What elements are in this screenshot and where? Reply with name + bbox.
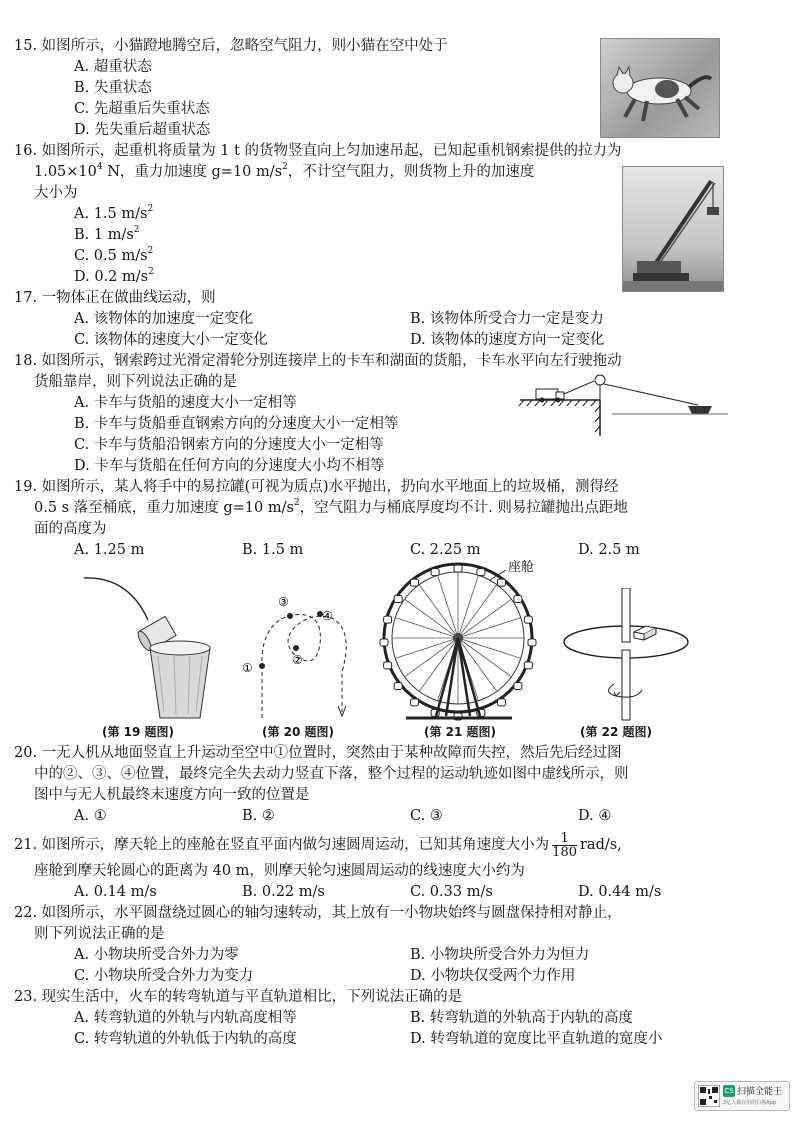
- fig19-caption: (第 19 题图): [102, 725, 175, 739]
- q16-stem-line3: 大小为: [34, 185, 78, 201]
- q15-option-b: B. 失重状态: [74, 80, 152, 96]
- wheel-spoke: [438, 575, 458, 638]
- qr-code-icon: [698, 1085, 720, 1107]
- q19-option-b: B. 1.5 m: [242, 542, 304, 558]
- q17-option-d: D. 该物体的速度方向一定变化: [410, 332, 605, 348]
- badge-subtitle: 3亿人都在用的扫描App: [723, 1100, 776, 1106]
- q22-option-c: C. 小物块所受合外力为变力: [74, 968, 254, 984]
- wheel-spoke: [458, 618, 521, 638]
- q21-stem-line1: 21. 如图所示，摩天轮上的座舱在竖直平面内做匀速圆周运动，已知其角速度大小为 $\frac{1}{180}$ rad/s,: [14, 830, 622, 860]
- q17-stem: 17. 一物体正在做曲线运动，则: [14, 290, 216, 306]
- q18-stem-line1: 18. 如图所示，钢索跨过光滑定滑轮分别连接岸上的卡车和湖面的货船，卡车水平向左行驶拖动: [14, 353, 622, 369]
- q20-option-a: A. ①: [74, 808, 107, 824]
- q15-option-a: A. 超重状态: [74, 59, 152, 75]
- wheel-cabin: [431, 569, 439, 576]
- q15-option-c: C. 先超重后失重状态: [74, 101, 210, 117]
- cabin-label: 座舱: [508, 560, 535, 575]
- q17-option-c: C. 该物体的速度大小一定变化: [74, 332, 268, 348]
- q21-option-d: D. 0.44 m/s: [578, 884, 662, 900]
- wheel-spoke: [395, 638, 458, 658]
- q15-stem: 15. 如图所示，小猫蹬地腾空后，忽略空气阻力，则小猫在空中处于: [14, 38, 448, 54]
- wheel-cabin: [384, 616, 392, 623]
- q18-option-d: D. 卡车与货船在任何方向的分速度大小均不相等: [74, 458, 385, 474]
- q23-option-c: C. 转弯轨道的外轨低于内轨的高度: [74, 1031, 297, 1047]
- q23-option-b: B. 转弯轨道的外轨高于内轨的高度: [410, 1010, 633, 1026]
- q22-option-d: D. 小物块仅受两个力作用: [410, 968, 576, 984]
- q20-stem-line2: 中的②、③、④位置，最终完全失去动力竖直下落，整个过程的运动轨迹如图中虚线所示，则: [34, 766, 629, 782]
- wheel-spoke: [458, 599, 511, 638]
- q16-option-c: C. 0.5 $m/s^2$: [74, 246, 154, 264]
- cat-photo: [600, 38, 720, 138]
- wheel-cabin: [394, 682, 402, 689]
- fig20-caption: (第 20 题图): [262, 725, 335, 739]
- q19-stem-line2: 0.5 s 落至桶底，重力加速度 g=10 $m/s^2$，空气阻力与桶底厚度均不计. 则易拉罐抛出点距地: [34, 498, 628, 516]
- q19-option-d: D. 2.5 m: [578, 542, 640, 558]
- crane-photo: [622, 166, 724, 292]
- q21-option-a: A. 0.14 m/s: [74, 884, 157, 900]
- q19-stem-line3: 面的高度为: [34, 521, 107, 537]
- wheel-spoke: [419, 585, 458, 638]
- wheel-cabin: [524, 662, 532, 669]
- wheel-cabin: [380, 639, 388, 646]
- q18-option-c: C. 卡车与货船沿钢索方向的分速度大小一定相等: [74, 437, 384, 453]
- camscanner-badge: [694, 1081, 790, 1111]
- marker-1: ①: [242, 661, 253, 675]
- q22-stem-line1: 22. 如图所示，水平圆盘绕过圆心的轴匀速转动，其上放有一小物块始终与圆盘保持相对静止，: [14, 905, 622, 921]
- q21-stem-line2: 座舱到摩天轮圆心的距离为 40 m，则摩天轮匀速圆周运动的线速度大小约为: [34, 863, 525, 879]
- q23-option-a: A. 转弯轨道的外轨与内轨高度相等: [74, 1010, 297, 1026]
- q15-option-d: D. 先失重后超重状态: [74, 122, 211, 138]
- fig22-caption: (第 22 题图): [580, 725, 653, 739]
- q17-option-a: A. 该物体的加速度一定变化: [74, 311, 254, 327]
- wheel-spoke: [458, 638, 521, 658]
- q20-stem-line1: 20. 一无人机从地面竖直上升运动至空中①位置时，突然由于某种故障而失控，然后先后经过图: [14, 745, 622, 761]
- angular-velocity-fraction: $\frac{1}{180}$: [552, 830, 577, 860]
- camscanner-logo-icon: CS: [724, 1087, 734, 1095]
- q21-option-c: C. 0.33 m/s: [410, 884, 493, 900]
- wheel-cabin: [394, 596, 402, 603]
- q16-stem-line1: 16. 如图所示，起重机将质量为 1 t 的货物竖直向上匀加速吊起，已知起重机钢索提供的拉力为: [14, 143, 622, 159]
- q19-stem-line1: 19. 如图所示，某人将手中的易拉罐(可视为质点)水平抛出，扔向水平地面上的垃圾桶，测得经: [14, 479, 619, 495]
- wheel-cabin: [477, 569, 485, 576]
- wheel-cabin: [411, 579, 419, 586]
- q20-stem-line3: 图中与无人机最终末速度方向一致的位置是: [34, 787, 310, 803]
- marker-2: ②: [292, 653, 303, 667]
- q20-option-c: C. ③: [410, 808, 443, 824]
- ferris-wheel-figure: [376, 552, 546, 722]
- wheel-cabin: [514, 596, 522, 603]
- q17-option-b: B. 该物体所受合力一定是变力: [410, 311, 604, 327]
- wheel-cabin: [514, 682, 522, 689]
- wheel-cabin: [497, 579, 505, 586]
- q19-option-c: C. 2.25 m: [410, 542, 481, 558]
- q16-option-d: D. 0.2 $m/s^2$: [74, 267, 154, 285]
- wheel-cabin: [411, 699, 419, 706]
- q18-stem-line2: 货船靠岸，则下列说法正确的是: [34, 374, 237, 390]
- truck-pulley-boat-diagram: [512, 370, 732, 440]
- q23-stem: 23. 现实生活中，火车的转弯轨道与平直轨道相比，下列说法正确的是: [14, 989, 463, 1005]
- q21-option-b: B. 0.22 m/s: [242, 884, 325, 900]
- q23-option-d: D. 转弯轨道的宽度比平直轨道的宽度小: [410, 1031, 663, 1047]
- can-throw-figure: [78, 572, 228, 720]
- q22-option-a: A. 小物块所受合外力为零: [74, 947, 239, 963]
- crane-image: [623, 167, 723, 291]
- drone-trajectory-figure: [236, 586, 366, 720]
- q20-option-d: D. ④: [578, 808, 612, 824]
- wheel-cabin: [454, 565, 462, 572]
- wheel-cabin: [384, 662, 392, 669]
- wheel-spoke: [458, 575, 478, 638]
- wheel-spoke: [458, 585, 497, 638]
- wheel-cabin: [524, 616, 532, 623]
- wheel-cabin: [528, 639, 536, 646]
- wheel-spoke: [405, 599, 458, 638]
- wheel-spoke: [395, 618, 458, 638]
- badge-title: 扫描全能王: [737, 1087, 783, 1097]
- q19-option-a: A. 1.25 m: [74, 542, 145, 558]
- fig21-caption: (第 21 题图): [424, 725, 497, 739]
- q16-stem-line2: $1.05\times 10^4$ N，重力加速度 g=10 $m/s^2$，不计空气阻力，则货物上升的加速度: [34, 162, 535, 180]
- cat-jumping-image: [601, 39, 719, 137]
- q18-option-b: B. 卡车与货船垂直钢索方向的分速度大小一定相等: [74, 416, 399, 432]
- q22-stem-line2: 则下列说法正确的是: [34, 926, 165, 942]
- wheel-cabin: [497, 699, 505, 706]
- q22-option-b: B. 小物块所受合外力为恒力: [410, 947, 590, 963]
- rotating-disk-figure: [556, 588, 696, 722]
- marker-4: ④: [322, 609, 333, 623]
- q16-option-a: A. 1.5 $m/s^2$: [74, 204, 154, 222]
- q16-option-b: B. 1 $m/s^2$: [74, 225, 140, 243]
- q18-option-a: A. 卡车与货船的速度大小一定相等: [74, 395, 297, 411]
- q20-option-b: B. ②: [242, 808, 275, 824]
- marker-3: ③: [278, 595, 289, 609]
